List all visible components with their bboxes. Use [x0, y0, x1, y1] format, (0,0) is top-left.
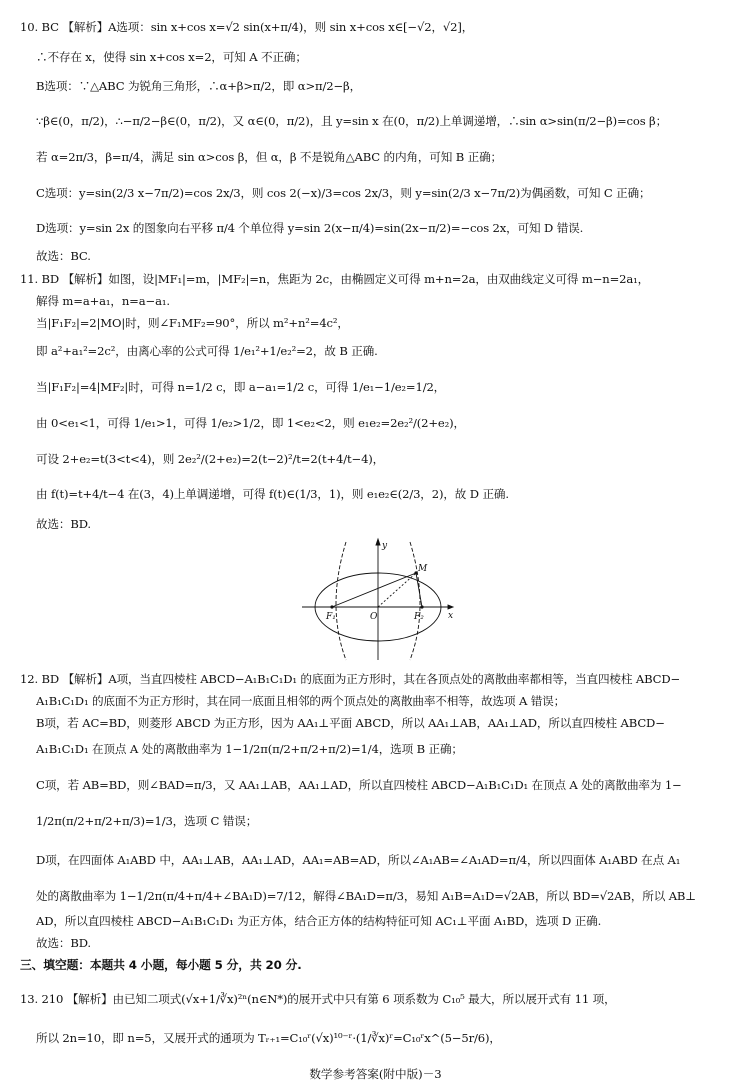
q10-line-2: ∴不存在 x，使得 sin x+cos x=2，可知 A 不正确； [36, 50, 307, 64]
q10-answer: 故选：BC. [36, 249, 91, 263]
q11-answer: 故选：BD. [36, 517, 91, 531]
label-o: O [370, 612, 378, 622]
hyperbola-right-branch [410, 542, 420, 660]
q10-line-3: B选项：∵△ABC 为锐角三角形，∴α+β>π/2，即 α>π/2−β， [36, 79, 362, 93]
focus-f1-point [330, 605, 333, 608]
focus-f2-point [420, 605, 423, 608]
q12-line-7: D项，在四面体 A₁ABD 中，AA₁⊥AB，AA₁⊥AD，AA₁=AB=AD，所以∠A₁AB=∠A₁AD=π/4，所以四面体 A₁ABD 在点 A₁ [36, 853, 681, 867]
q13-line-2: 所以 2n=10，即 n=5，又展开式的通项为 Tᵣ₊₁=C₁₀ʳ(√x)¹⁰⁻ʳ·(1/∛x)ʳ=C₁₀ʳx^(5−5r/6)， [36, 1031, 501, 1045]
q12-line-4: A₁B₁C₁D₁ 在顶点 A 处的离散曲率为 1−1/2π(π/2+π/2+π/2)=1/4，选项 B 正确； [36, 742, 463, 756]
q12-answer: 故选：BD. [36, 936, 91, 950]
q12-line-9: AD，所以直四棱柱 ABCD−A₁B₁C₁D₁ 为正方体，结合正方体的结构特征可知 AC₁⊥平面 A₁BD，选项 D 正确. [36, 914, 602, 928]
q11-line-2: 解得 m=a+a₁，n=a−a₁. [36, 294, 170, 308]
q12-line-2: A₁B₁C₁D₁ 的底面不为正方形时，其在同一底面且相邻的两个顶点处的离散曲率不相等，故选项 A 错误； [36, 694, 566, 708]
q11-line-6: 由 0<e₁<1，可得 1/e₁>1，可得 1/e₂>1/2，即 1<e₂<2，则 e₁e₂=2e₂²/(2+e₂)， [36, 416, 465, 430]
segment-MF2 [416, 573, 422, 607]
q13-line-1: 13. 210 【解析】由已知二项式(√x+1/∛x)²ⁿ(n∈N*)的展开式中只有第 6 项系数为 C₁₀⁵ 最大，所以展开式有 11 项， [20, 992, 616, 1006]
q10-line-6: C选项：y=sin(2/3 x−7π/2)=cos 2x/3，则 cos 2(−x)/3=cos 2x/3，则 y=sin(2/3 x−7π/2)为偶函数，可知 C 正确； [36, 186, 651, 200]
label-y: y [382, 541, 388, 551]
label-m: M [418, 564, 428, 574]
q10-line-1: 10. BC 【解析】A选项：sin x+cos x=√2 sin(x+π/4)，则 sin x+cos x∈[−√2，√2]， [20, 20, 474, 34]
q12-line-3: B项，若 AC=BD，则菱形 ABCD 为正方形，因为 AA₁⊥平面 ABCD，所以 AA₁⊥AB，AA₁⊥AD，所以直四棱柱 ABCD− [36, 716, 665, 730]
ellipse-hyperbola-figure [298, 536, 458, 662]
label-x: x [448, 611, 454, 621]
q10-line-5: 若 α=2π/3，β=π/4，满足 sin α>cos β，但 α，β 不是锐角△ABC 的内角，可知 B 正确； [36, 150, 502, 164]
q12-line-6: 1/2π(π/2+π/2+π/3)=1/3，选项 C 错误； [36, 814, 258, 828]
y-axis-arrow-icon [376, 539, 380, 545]
x-axis-arrow-icon [448, 605, 453, 609]
label-f1: F₁ [326, 612, 336, 622]
q10-line-7: D选项：y=sin 2x 的图象向右平移 π/4 个单位得 y=sin 2(x−π/4)=sin(2x−π/2)=−cos 2x，可知 D 错误. [36, 221, 584, 235]
q11-line-7: 可设 2+e₂=t(3<t<4)，则 2e₂²/(2+e₂)=2(t−2)²/t=2(t+4/t−4)， [36, 452, 385, 466]
q12-line-8: 处的离散曲率为 1−1/2π(π/4+π/4+∠BA₁D)=7/12，解得∠BA₁D=π/3，易知 A₁B=A₁D=√2AB，所以 BD=√2AB，所以 AB⊥ [36, 889, 697, 903]
q12-line-5: C项，若 AB=BD，则∠BAD=π/3，又 AA₁⊥AB，AA₁⊥AD，所以直四棱柱 ABCD−A₁B₁C₁D₁ 在顶点 A 处的离散曲率为 1− [36, 778, 682, 792]
q11-line-5: 当|F₁F₂|=4|MF₂|时，可得 n=1/2 c，即 a−a₁=1/2 c，可得 1/e₁−1/e₂=1/2， [36, 380, 446, 394]
q11-line-8: 由 f(t)=t+4/t−4 在(3，4)上单调递增，可得 f(t)∈(1/3，1)，则 e₁e₂∈(2/3，2)，故 D 正确. [36, 487, 509, 501]
q11-line-1: 11. BD 【解析】如图，设|MF₁|=m，|MF₂|=n，焦距为 2c，由椭圆定义可得 m+n=2a，由双曲线定义可得 m−n=2a₁， [20, 272, 650, 286]
q10-line-4: ∵β∈(0，π/2)，∴−π/2−β∈(0，π/2)，又 α∈(0，π/2)，且 y=sin x 在(0，π/2)上单调递增，∴sin α>sin(π/2−β)=cos β； [36, 114, 668, 128]
section-heading: 三、填空题：本题共 4 小题，每小题 5 分，共 20 分. [20, 958, 302, 972]
hyperbola-left-branch [336, 542, 346, 660]
q11-line-4: 即 a²+a₁²=2c²，由离心率的公式可得 1/e₁²+1/e₂²=2，故 B 正确. [36, 344, 378, 358]
q11-line-3: 当|F₁F₂|=2|MO|时，则∠F₁MF₂=90°，所以 m²+n²=4c²， [36, 316, 349, 330]
q12-line-1: 12. BD 【解析】A项，当直四棱柱 ABCD−A₁B₁C₁D₁ 的底面为正方形时，其在各顶点处的离散曲率都相等，当直四棱柱 ABCD− [20, 672, 681, 686]
label-f2: F₂ [414, 612, 424, 622]
page-footer: 数学参考答案(附中版)－3 [309, 1067, 442, 1081]
